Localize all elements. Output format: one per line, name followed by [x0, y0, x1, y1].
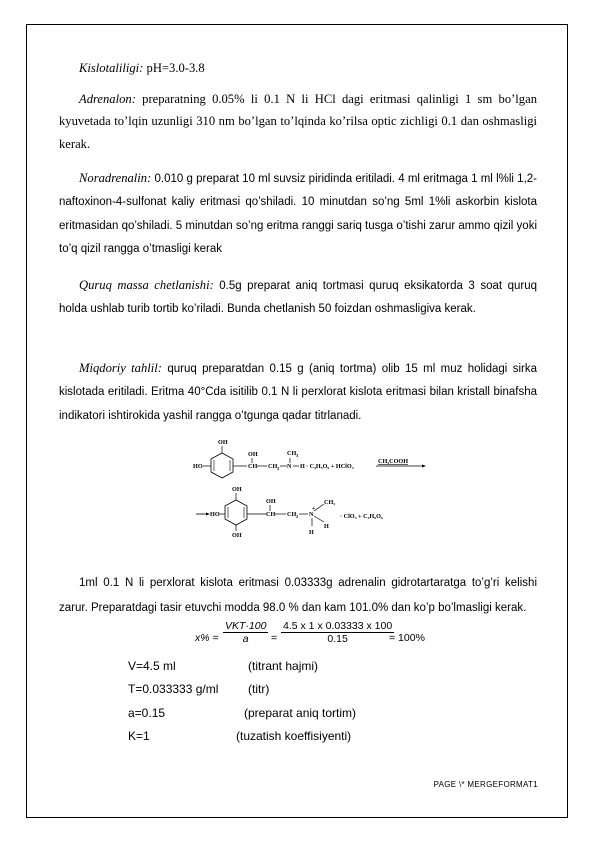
variable-a-symbol: a=0.15 — [128, 705, 166, 720]
r-mid1: · C₄H₅O₆ + HClO₄ — [306, 463, 354, 470]
r-sub2a: 2 — [277, 466, 280, 471]
p-prod: · ClO₄ + C₄H₆O₆ — [340, 513, 383, 520]
reaction-scheme — [188, 436, 428, 551]
r-ch1: CH — [248, 463, 258, 470]
variable-v — [128, 655, 319, 678]
text-noradrenalin: 0.010 g preparat 10 ml suvsiz piridinda eritiladi. 4 ml eritmaga 1 ml l%li 1,2-naftoxinon-4-sulfonat kaliy eritmasi qo’shiladi. 10 minutdan so’ng 5ml 1%li askorbin kislota eritmasidan qo’shiladi. 5 minutdan so’ng eritma ranggi sariq tusga o’tishi zarur ammo qizil yoki to’q qizil rangga o’tmasligi kerak — [59, 173, 537, 256]
text-adrenalon: preparatning 0.05% li 0.1 N li HCl dagi eritmasi qalinligi 1 sm bo’lgan kyuvetada to’lqin uzunligi 310 nm bo’lgan to’lqinda ko’rilsa optic zichligi 0.1 dan oshmasligi kerak. — [59, 92, 537, 151]
fraction-general-den: a — [242, 633, 249, 645]
text-dry-mass: 0.5g preparat aniq tortmasi quruq eksikatorda 3 soat quruq holda ushlab turib tortib ko’riladi. Bunda chetlanish 50 foizdan oshmasligiva kerak. — [59, 280, 537, 316]
r-sub3a: 3 — [296, 453, 299, 458]
benzene-ring-1 — [211, 453, 233, 478]
paragraph-dry-mass — [59, 274, 537, 321]
p-ch3b: CH₃ — [324, 499, 336, 506]
r-h1: H — [300, 463, 305, 470]
fraction-general-num: VKT·100 — [225, 620, 267, 632]
r-n1: N — [287, 463, 292, 470]
p-ho2: HO — [210, 511, 220, 518]
fraction-numeric-num: 4.5 x 1 x 0.03333 x 100 — [283, 620, 393, 632]
variable-t-symbol: T=0.033333 g/ml — [128, 682, 219, 697]
fraction-general — [223, 620, 268, 645]
paragraph-quantitative — [59, 357, 537, 427]
p-ch2b: CH — [287, 511, 297, 518]
variable-k — [128, 725, 352, 748]
formula-result: = 100% — [389, 632, 425, 644]
paragraph-titration-ratio — [59, 571, 537, 621]
r-ch2a: CH — [268, 463, 278, 470]
fraction-numeric-den: 0.15 — [327, 633, 348, 645]
page-footer: PAGE \* MERGEFORMAT1 — [433, 780, 538, 789]
variable-list — [128, 655, 357, 748]
paragraph-adrenalon — [59, 88, 537, 155]
variable-t — [128, 678, 270, 701]
variable-a-note: (preparat aniq tortim) — [244, 705, 357, 720]
fraction-numeric — [281, 620, 394, 645]
formula-lhs: x% = — [195, 632, 219, 644]
p-h2: H — [324, 523, 329, 530]
p-ch3: CH — [266, 511, 276, 518]
paragraph-acidity — [59, 57, 537, 79]
text-acidity: pH=3.0-3.8 — [143, 61, 205, 75]
r-ho1: HO — [193, 463, 203, 470]
variable-a — [128, 702, 357, 725]
variable-k-note: (tuzatish koeffisiyenti) — [236, 728, 352, 743]
variable-v-note: (titrant hajmi) — [248, 659, 319, 673]
p-oh3: OH — [232, 486, 242, 493]
label-adrenalon: Adrenalon: — [79, 92, 136, 106]
variable-v-symbol: V=4.5 ml — [128, 659, 176, 673]
label-noradrenalin: Noradrenalin: — [79, 171, 152, 185]
p-sub2b: 2 — [296, 514, 299, 519]
p-n2: N — [309, 511, 314, 518]
r-ch3a: CH — [287, 450, 297, 457]
formula-eq: = — [271, 632, 278, 644]
r-oh2: OH — [248, 451, 258, 458]
calculation-formula — [195, 620, 435, 660]
p-oh-chain: OH — [266, 498, 276, 505]
label-dry-mass: Quruq massa chetlanishi: — [79, 278, 214, 292]
p-h3: H — [309, 529, 314, 536]
paragraph-noradrenalin — [59, 167, 537, 261]
p-oh4: OH — [232, 532, 242, 539]
label-quantitative: Miqdoriy tahlil: — [79, 361, 162, 375]
p-plus: + — [312, 506, 316, 512]
text-quantitative: quruq preparatdan 0.15 g (aniq tortma) olib 15 ml muz holidagi sirka kislotada eritiladi. Eritma 40°Cda isitilib 0.1 N li perxlorat kislota eritmasi bilan kristall binafsha indikatori ishtirokida yashil rangga o’tgunga qadar titrlanadi. — [59, 363, 537, 422]
benzene-ring-2 — [225, 500, 247, 525]
r-oh1: OH — [218, 439, 228, 446]
label-acidity: Kislotaliligi: — [79, 61, 144, 75]
r-reagent: CH₃COOH — [378, 458, 409, 465]
text-titration-ratio: 1ml 0.1 N li perxlorat kislota eritmasi 0.03333g adrenalin gidrotartaratga to’g’ri kelishi zarur. Preparatdagi tasir etuvchi modda 98.0 % dan kam 101.0% dan ko’p bo’lmasligi kerak. — [59, 577, 537, 614]
variable-k-symbol: K=1 — [128, 728, 150, 743]
variable-t-note: (titr) — [248, 682, 270, 697]
